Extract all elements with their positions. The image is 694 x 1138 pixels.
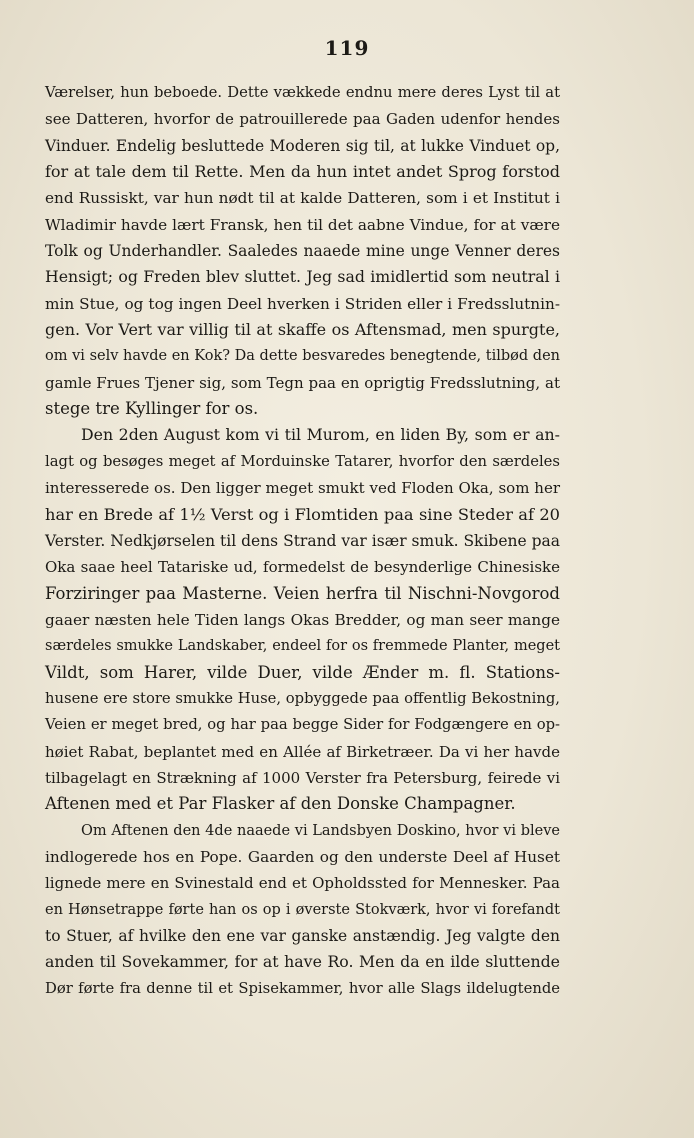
text-line: særdeles smukke Landskaber, endeel for os fremmede Planter, meget: [45, 638, 560, 655]
text-line: anden til Sovekammer, for at have Ro. Men da en ilde sluttende: [45, 952, 560, 972]
text-line: Forziringer paa Masterne. Veien herfra til Nischni-Novgorod: [45, 583, 560, 603]
text-line: Hensigt; og Freden blev sluttet. Jeg sad imidlertid som neutral i: [45, 267, 560, 287]
text-line: gamle Frues Tjener sig, som Tegn paa en oprigtig Fredsslutning, at: [45, 373, 560, 392]
text-line: indlogerede hos en Pope. Gaarden og den underste Deel af Huset: [45, 847, 560, 866]
text-line: Wladimir havde lært Fransk, hen til det aabne Vindue, for at være: [45, 215, 560, 234]
text-line: Oka saae heel Tatariske ud, formedelst de besynderlige Chinesiske: [45, 558, 560, 577]
text-line: lignede mere en Svinestald end et Opholdssted for Mennesker. Paa: [45, 874, 560, 893]
text-line: tilbagelagt en Strækning af 1000 Verster fra Petersburg, feirede vi: [45, 768, 560, 787]
text-line: høiet Rabat, beplantet med en Allée af Birketræer. Da vi her havde: [45, 742, 560, 761]
text-line: stege tre Kyllinger for os.: [45, 399, 259, 419]
text-line: Den 2den August kom vi til Murom, en liden By, som er an-: [81, 425, 560, 445]
text-line: husene ere store smukke Huse, opbyggede paa offentlig Bekostning,: [45, 689, 560, 707]
text-line: Vildt, som Harer, vilde Duer, vilde Ænder m. fl. Stations-: [45, 662, 560, 682]
text-line: Om Aftenen den 4de naaede vi Landsbyen Doskino, hvor vi bleve: [81, 822, 560, 839]
body-text: [45, 80, 560, 1002]
text-line: for at tale dem til Rette. Men da hun intet andet Sprog forstod: [45, 162, 560, 182]
text-line: Dør førte fra denne til et Spisekammer, hvor alle Slags ildelugtende: [45, 979, 560, 997]
text-line: har en Brede af 1½ Verst og i Flomtiden paa sine Steder af 20: [45, 504, 560, 524]
text-line: gen. Vor Vert var villig til at skaffe os Aftensmad, men spurgte,: [45, 320, 560, 340]
text-line: end Russiskt, var hun nødt til at kalde Datteren, som i et Institut i: [45, 189, 560, 208]
text-line: Tolk og Underhandler. Saaledes naaede mine unge Venner deres: [45, 242, 560, 261]
text-line: min Stue, og tog ingen Deel hverken i Striden eller i Fredsslutnin-: [45, 294, 560, 313]
text-line: en Hønsetrappe førte han os op i øverste Stokværk, hvor vi forefandt: [45, 901, 560, 918]
text-line: Verster. Nedkjørselen til dens Strand var især smuk. Skibene paa: [45, 531, 560, 550]
text-line: Værelser, hun beboede. Dette vækkede endnu mere deres Lyst til at: [45, 84, 560, 101]
text-line: Aftenen med et Par Flasker af den Donske Champagner.: [45, 794, 516, 814]
text-line: Veien er meget bred, og har paa begge Sider for Fodgængere en op-: [45, 716, 560, 734]
page-number: 119: [324, 36, 370, 60]
text-line: om vi selv havde en Kok? Da dette besvaredes benegtende, tilbød den: [45, 348, 560, 365]
text-line: to Stuer, af hvilke den ene var ganske anstændig. Jeg valgte den: [45, 927, 560, 945]
text-line: interesserede os. Den ligger meget smukt ved Floden Oka, som her: [45, 479, 560, 498]
text-line: see Datteren, hvorfor de patrouillerede paa Gaden udenfor hendes: [45, 110, 560, 129]
text-line: gaaer næsten hele Tiden langs Okas Bredder, og man seer mange: [45, 610, 560, 629]
text-line: Vinduer. Endelig besluttede Moderen sig til, at lukke Vinduet op,: [45, 136, 560, 155]
text-line: lagt og besøges meget af Morduinske Tatarer, hvorfor den særdeles: [45, 452, 560, 470]
